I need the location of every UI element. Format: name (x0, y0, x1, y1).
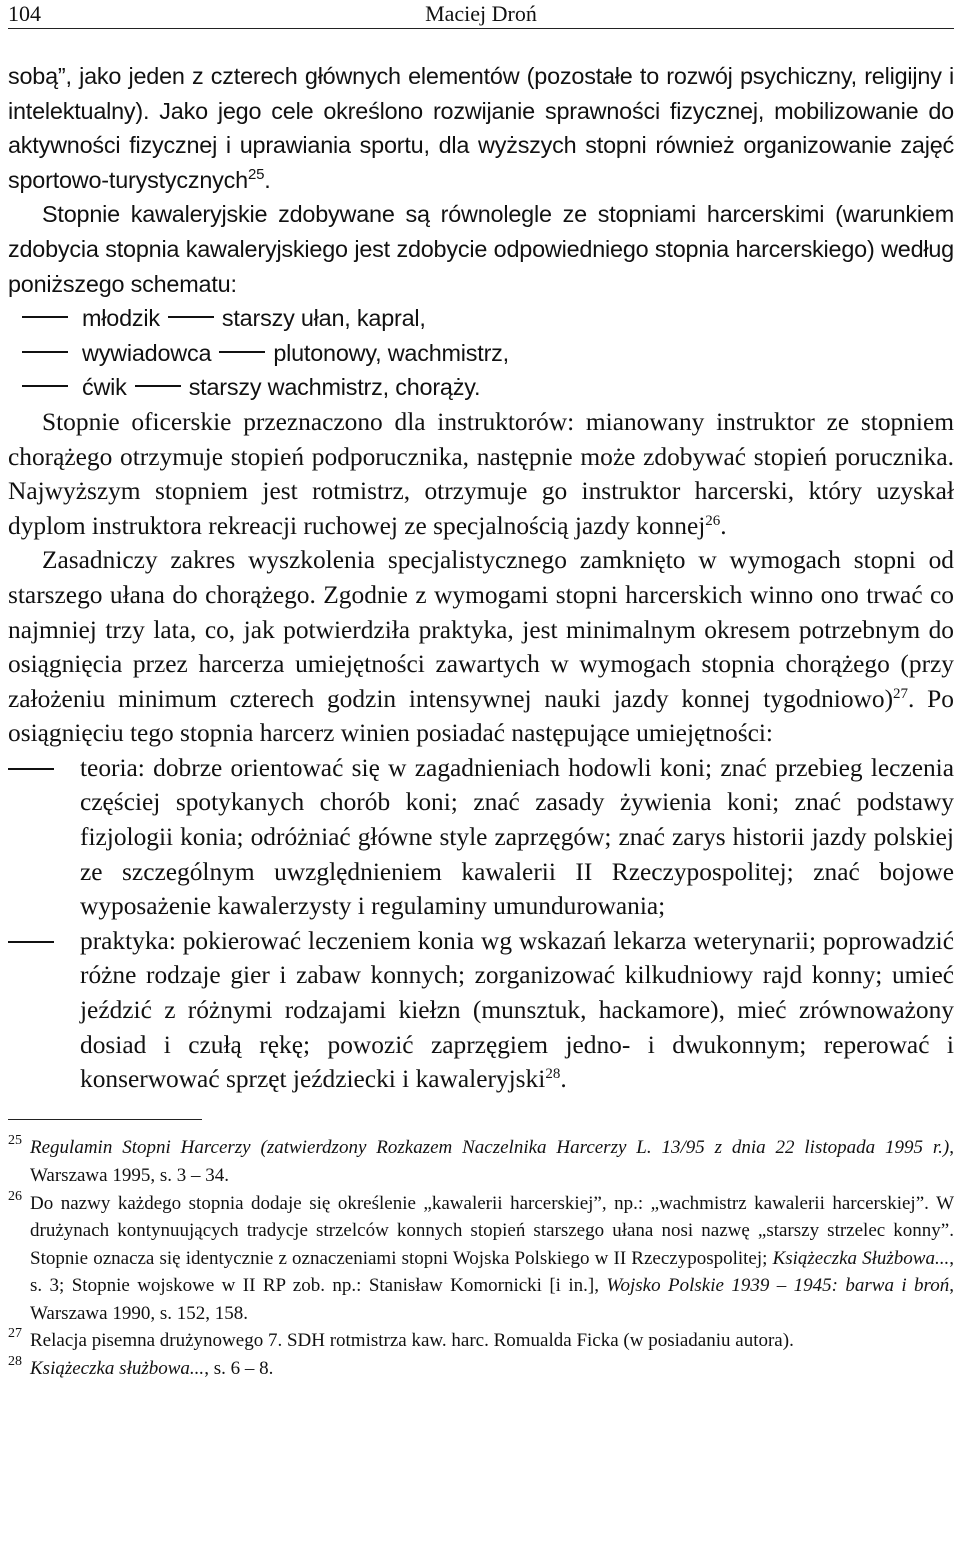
paragraph-3-end: . (720, 511, 727, 540)
page-number: 104 (8, 1, 41, 26)
footnote-title: Regulamin Stopni Harcerzy (zatwierdzony Rozkazem Naczelnika Harcerzy L. 13/95 z dnia 22 listopada 1995 r.) (30, 1137, 950, 1159)
footnote-title: Książeczka służbowa... (30, 1358, 205, 1380)
footnote-text: , Warszawa 1995, s. 3 – 34. (30, 1137, 954, 1186)
dash-separator (135, 385, 181, 387)
footnote-27 (8, 1327, 954, 1355)
scout-rank: młodzik (82, 305, 160, 332)
paragraph-4-text-cont: . Po osiągnięciu tego stopnia harcerz winien posiadać następujące umiejętności: (8, 684, 954, 748)
dash-bullet (22, 316, 68, 318)
footnote-ref-25: 25 (247, 165, 265, 183)
rank-item (8, 301, 954, 336)
footnotes (8, 1134, 954, 1382)
requirement-text: teoria: dobrze orientować się w zagadnieniach hodowli koni; znać przebieg leczenia częściej spotykanych chorób koni; znać zasady żywienia koni; znać podstawy fizjologii konia; odróżniać główne style zaprzęgów; znać zarys historii jazdy polskiej ze szczególnym uwzględnieniem kawalerii II Rzeczypospolitej; znać bojowe wyposażenie kawalerzysty i regulaminy umundurowania; (80, 753, 954, 921)
dash-bullet (22, 351, 68, 353)
running-head-author: Maciej Droń (425, 1, 537, 26)
footnote-ref-26: 26 (705, 512, 721, 529)
paragraph-4 (8, 543, 954, 751)
footnote-separator (8, 1119, 202, 1121)
requirement-item (8, 751, 954, 924)
book-page (8, 0, 954, 1383)
footnote-text: , s. 3; Stopnie wojskowe w II RP zob. np.: Stanisław Komornicki [i in.], (30, 1247, 954, 1297)
paragraph-1-text: sobą”, jako jeden z czterech głównych elementów (pozostałe to rozwój psychiczny, religijny i intelektualny). Jako jego cele określono rozwijanie sprawności fizycznej, mobilizowanie do aktywności fizycznej i uprawiania sportu, dla wyższych stopni również organizowanie zajęć sportowo-turystycznych (8, 63, 954, 193)
main-text (8, 59, 954, 1097)
requirement-text: praktyka: pokierować leczeniem konia wg wskazań lekarza weterynarii; poprowadzić różne rodzaje gier i zabaw konnych; zorganizować kilkudniowy rajd konny; umieć jeździć z różnymi rodzajami kiełzn (munsztuk, hackamore), mieć zrównoważony dosiad i czułą rękę; powozić zaprzęgiem jedno- i dwukonnym; reperować i konserwować sprzęt jeździecki i kawaleryjski (80, 926, 954, 1094)
footnote-title: Książeczka Służbowa... (772, 1247, 950, 1269)
requirement-item (8, 924, 954, 1097)
footnote-ref-28: 28 (545, 1066, 561, 1083)
footnote-number: 26 (8, 1188, 22, 1204)
footnote-text: , Warszawa 1990, s. 152, 158. (30, 1275, 954, 1324)
footnote-28 (8, 1355, 954, 1383)
scout-rank: ćwik (82, 374, 127, 401)
rank-list (8, 301, 954, 405)
rank-item (8, 336, 954, 371)
footnote-text: Relacja pisemna drużynowego 7. SDH rotmistrza kaw. harc. Romualda Ficka (w posiadaniu autora). (30, 1330, 794, 1352)
footnote-text: , s. 6 – 8. (204, 1358, 274, 1380)
footnote-text: Do nazwy każdego stopnia dodaje się określenie „kawalerii harcerskiej”, np.: „wachmistrz kawalerii harcerskiej”. W drużynach kontynuujących tradycje strzelców konnych stopień starszego ułana nosi nazwę „starszy strzelec konny”. Stopnie oznacza się identycznie z oznaczeniami stopni Wojska Polskiego w II Rzeczypospolitej; (30, 1192, 954, 1269)
requirements-list (8, 751, 954, 1097)
cavalry-rank: starszy ułan, kapral, (221, 305, 426, 332)
footnote-number: 28 (8, 1354, 22, 1370)
footnote-26 (8, 1190, 954, 1328)
paragraph-3 (8, 405, 954, 543)
rank-item (8, 370, 954, 405)
footnote-25 (8, 1134, 954, 1189)
dash-separator (219, 351, 265, 353)
dash-bullet (8, 941, 54, 943)
paragraph-1 (8, 59, 954, 197)
paragraph-2: Stopnie kawaleryjskie zdobywane są równolegle ze stopniami harcerskimi (warunkiem zdobycia stopnia kawaleryjskiego jest zdobycie odpowiedniego stopnia harcerskiego) według poniższego schematu: (8, 201, 954, 297)
footnote-title: Wojsko Polskie 1939 – 1945: barwa i broń (606, 1275, 950, 1297)
footnote-ref-27: 27 (893, 685, 909, 702)
scout-rank: wywiadowca (82, 339, 212, 366)
dash-bullet (8, 768, 54, 770)
footnote-number: 27 (8, 1326, 22, 1342)
dash-bullet (22, 385, 68, 387)
cavalry-rank: plutonowy, wachmistrz, (273, 339, 509, 366)
footnote-number: 25 (8, 1133, 22, 1149)
paragraph-1-end: . (264, 166, 271, 193)
dash-separator (168, 316, 214, 318)
cavalry-rank: starszy wachmistrz, chorąży. (188, 374, 481, 401)
running-header (8, 0, 954, 29)
paragraph-3-text: Stopnie oficerskie przeznaczono dla instruktorów: mianowany instruktor ze stopniem chorążego otrzymuje stopień podporucznika, następnie może zdobywać stopień porucznika. Najwyższym stopniem jest rotmistrz, otrzymuje go instruktor harcerski, który uzyskał dyplom instruktora rekreacji ruchowej ze specjalnością jazdy konnej (8, 407, 954, 540)
paragraph-4-text: Zasadniczy zakres wyszkolenia specjalistycznego zamknięto w wymogach stopni od starszego ułana do chorążego. Zgodnie z wymogami stopni harcerskich winno ono trwać co najmniej trzy lata, co, jak potwierdziła praktyka, jest minimalnym okresem potrzebnym do osiągnięcia przez harcerza umiejętności zawartych w wymogach stopnia chorążego (przy założeniu minimum czterech godzin intensywnej nauki jazdy konnej tygodniowo) (8, 546, 954, 713)
requirement-end: . (560, 1065, 567, 1094)
